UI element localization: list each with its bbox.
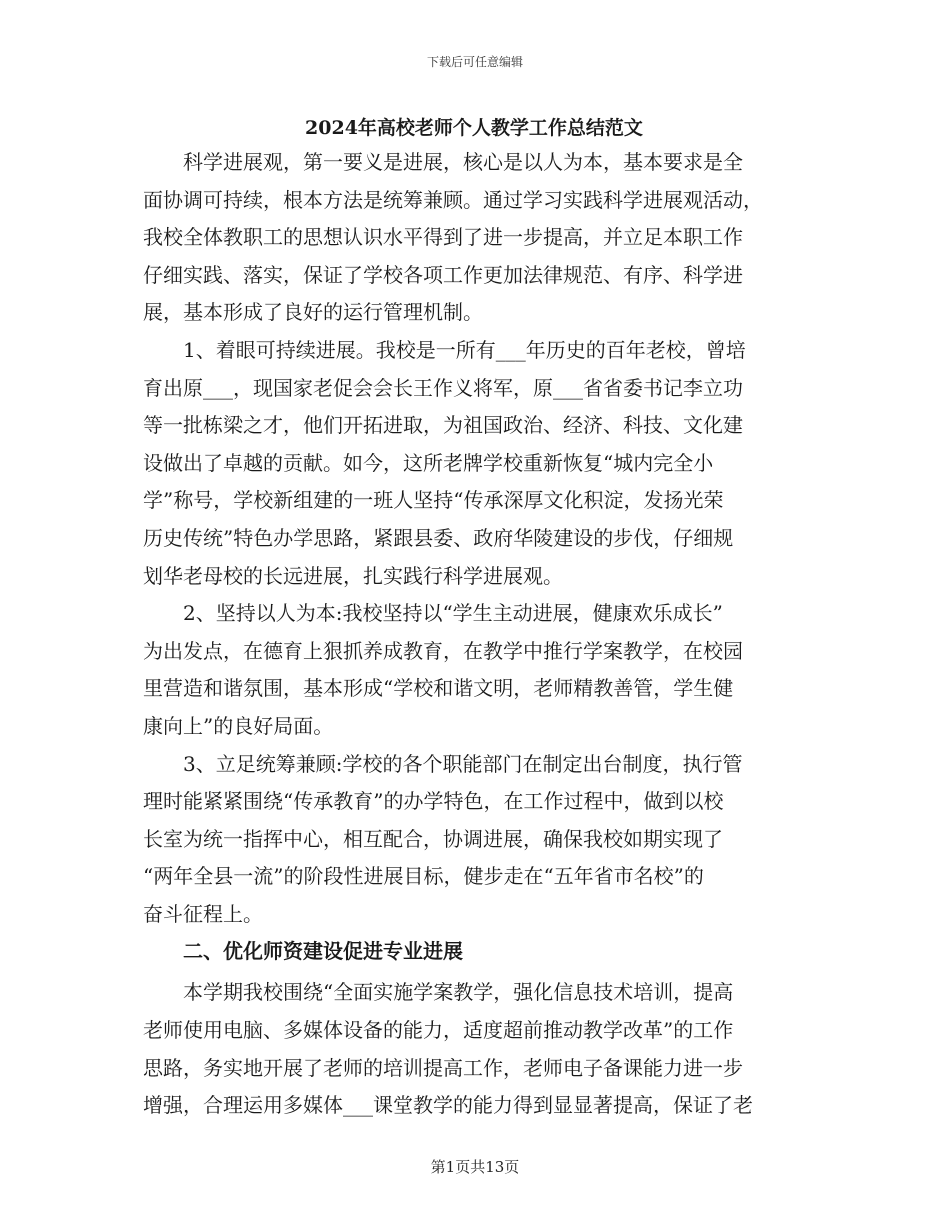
paragraph-sustainable-development: [143, 332, 805, 595]
paragraph-line: “两年全县一流”的阶段性进展目标，健步走在“五年省市名校”的: [143, 864, 704, 889]
paragraph-line: 老师使用电脑、多媒体设备的能力，适度超前推动教学改革”的工作: [143, 1018, 734, 1043]
paragraph-line: 3、立足统筹兼顾:学校的各个职能部门在制定出台制度，执行管: [183, 751, 743, 776]
paragraph-line: 历史传统”特色办学思路，紧跟县委、政府华陵建设的步伐，仔细规: [143, 525, 734, 550]
paragraph-line: 划华老母校的长远进展，扎实践行科学进展观。: [143, 563, 563, 588]
page-number: 第1页共13页: [430, 1158, 520, 1176]
paragraph-line: 面协调可持续，根本方法是统筹兼顾。通过学习实践科学进展观活动，: [143, 187, 763, 212]
document-body: [143, 112, 805, 1125]
paragraph-people-oriented: [143, 595, 805, 745]
paragraph-line: 增强，合理运用多媒体___课堂教学的能力得到显显著提高，保证了老: [143, 1093, 753, 1118]
paragraph-line: 我校全体教职工的思想认识水平得到了进一步提高，并立足本职工作: [143, 225, 743, 250]
paragraph-line: 仔细实践、落实，保证了学校各项工作更加法律规范、有序、科学进: [143, 262, 743, 287]
paragraph-line: 1、着眼可持续进展。我校是一所有___年历史的百年老校，曾培: [183, 337, 746, 362]
document-title: 2024年高校老师个人教学工作总结范文: [305, 117, 643, 139]
paragraph-line: 奋斗征程上。: [143, 901, 263, 926]
paragraph-line: 为出发点，在德育上狠抓养成教育，在教学中推行学案教学，在校园: [143, 638, 743, 663]
paragraph-line: 学”称号，学校新组建的一班人坚持“传承深厚文化积淀，发扬光荣: [143, 488, 724, 513]
paragraph-line: 康向上”的良好局面。: [143, 713, 334, 738]
section-heading: 二、优化师资建设促进专业进展: [183, 939, 463, 964]
page-header-note: 下载后可任意编辑: [426, 55, 523, 69]
paragraph-line: 科学进展观，第一要义是进展，核心是以人为本，基本要求是全: [183, 150, 743, 174]
paragraph-line: 育出原___，现国家老促会会长王作义将军，原___省省委书记李立功: [143, 375, 743, 400]
paragraph-line: 思路，务实地开展了老师的培训提高工作，老师电子备课能力进一步: [143, 1055, 743, 1080]
paragraph-overall-planning: [143, 746, 805, 934]
paragraph-line: 本学期我校围绕“全面实施学案教学，强化信息技术培训，提高: [183, 980, 734, 1005]
paragraph-line: 理时能紧紧围绕“传承教育”的办学特色，在工作过程中，做到以校: [143, 789, 724, 814]
paragraph-line: 等一批栋梁之才，他们开拓进取，为祖国政治、经济、科技、文化建: [143, 413, 743, 438]
paragraph-line: 展，基本形成了良好的运行管理机制。: [143, 300, 483, 325]
paragraph-line: 里营造和谐氛围，基本形成“学校和谐文明，老师精教善管，学生健: [143, 676, 734, 701]
paragraph-intro: [143, 144, 805, 332]
paragraph-line: 长室为统一指挥中心，相互配合，协调进展，确保我校如期实现了: [143, 826, 723, 851]
paragraph-line: 2、坚持以人为本:我校坚持以“学生主动进展，健康欢乐成长”: [183, 601, 723, 626]
paragraph-line: 设做出了卓越的贡献。如今，这所老牌学校重新恢复“城内完全小: [143, 450, 714, 475]
paragraph-teacher-training: [143, 974, 805, 1124]
